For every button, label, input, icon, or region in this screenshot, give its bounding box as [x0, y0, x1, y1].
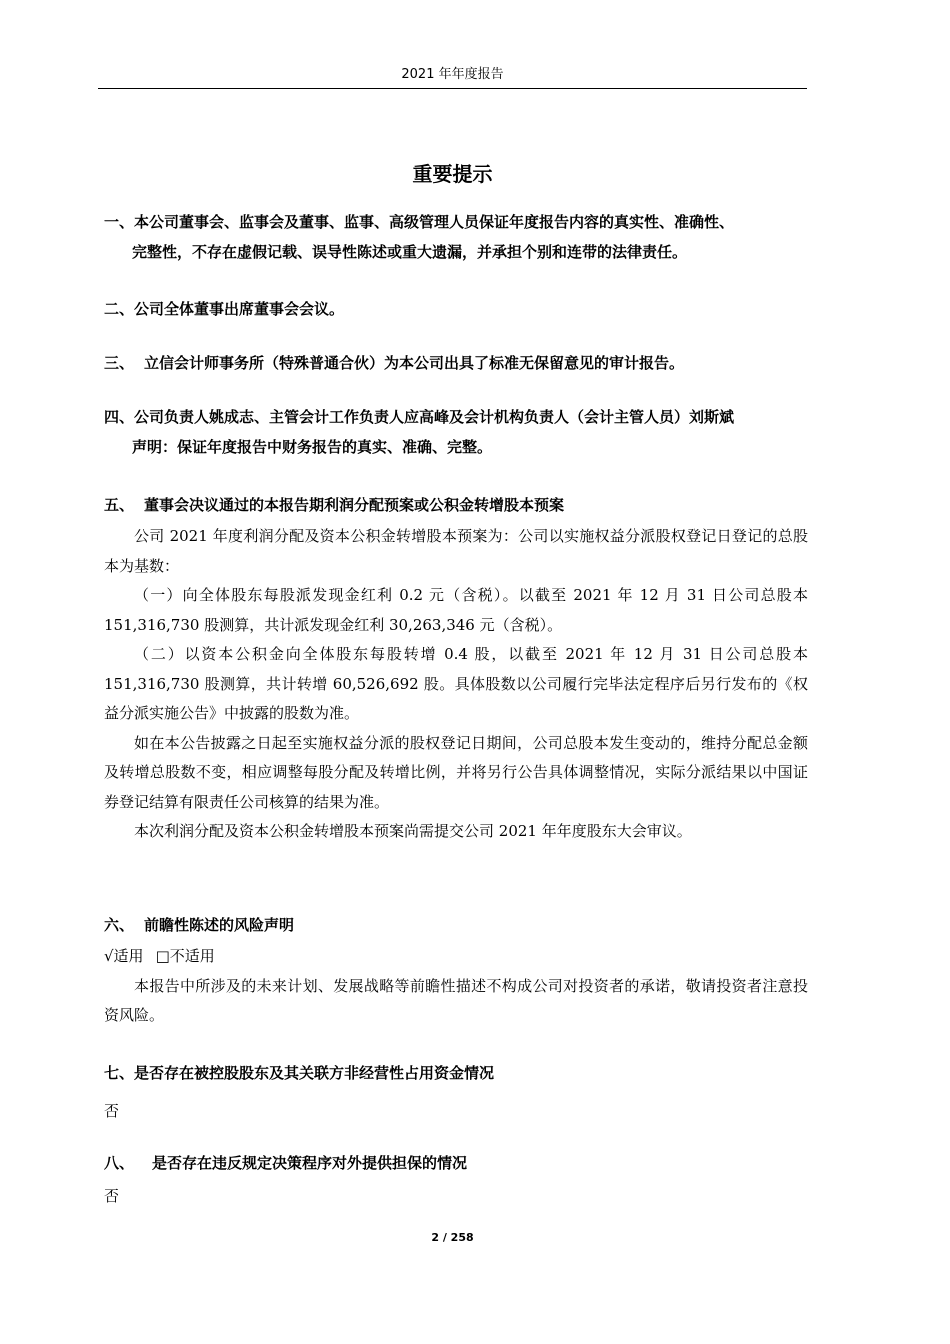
section-1-heading	[104, 207, 808, 267]
page-number: 2 / 258	[431, 1231, 474, 1244]
section-5-paragraph-5: 本次利润分配及资本公积金转增股本预案尚需提交公司 2021 年年度股东大会审议。	[134, 822, 692, 840]
section-5-number: 五、	[104, 496, 135, 514]
section-3-number: 三、	[104, 354, 135, 372]
section-1-number: 一、	[104, 213, 135, 231]
option-not-applicable-unchecked: □不适用	[155, 947, 215, 965]
section-6-number: 六、	[104, 916, 135, 934]
section-8-answer: 否	[104, 1187, 120, 1205]
section-5-body	[104, 522, 808, 847]
section-6-paragraph: 本报告中所涉及的未来计划、发展战略等前瞻性描述不构成公司对投资者的承诺，敬请投资者注意投资风险。	[104, 976, 808, 1024]
section-7-answer: 否	[104, 1102, 120, 1120]
section-7-heading-text: 是否存在被控股股东及其关联方非经营性占用资金情况	[134, 1064, 495, 1082]
header-divider	[98, 88, 807, 89]
document-title: 重要提示	[412, 162, 493, 186]
section-7-number: 七、	[104, 1064, 135, 1082]
section-3-heading-text: 立信会计师事务所（特殊普通合伙）为本公司出具了标准无保留意见的审计报告。	[144, 354, 685, 372]
section-7-heading	[104, 1058, 808, 1088]
section-2-number: 二、	[104, 300, 135, 318]
section-2-heading	[104, 294, 808, 324]
option-applicable-checked: √适用	[104, 947, 144, 965]
section-2-heading-text: 公司全体董事出席董事会会议。	[134, 300, 345, 318]
page-header-title: 2021 年年度报告	[401, 67, 504, 82]
section-6-heading-text: 前瞻性陈述的风险声明	[144, 916, 295, 934]
section-5-paragraph-4: 如在本公告披露之日起至实施权益分派的股权登记日期间，公司总股本发生变动的，维持分配总金额及转增总股数不变，相应调整每股分配及转增比例，并将另行公告具体调整情况，实际分派结果以中国证券登记结算有限责任公司核算的结果为准。	[104, 733, 808, 811]
applicability-options	[104, 942, 808, 972]
section-8-heading	[104, 1148, 808, 1178]
section-8-number: 八、	[104, 1154, 135, 1172]
section-6-heading	[104, 910, 808, 940]
section-5-heading-text: 董事会决议通过的本报告期利润分配预案或公积金转增股本预案	[144, 496, 565, 514]
section-5-heading	[104, 490, 808, 520]
section-1-heading-line2: 完整性，不存在虚假记载、误导性陈述或重大遗漏，并承担个别和连带的法律责任。	[132, 243, 688, 261]
section-4-heading-line2: 声明：保证年度报告中财务报告的真实、准确、完整。	[132, 438, 493, 456]
section-4-heading-line1: 公司负责人姚成志、主管会计工作负责人应高峰及会计机构负责人（会计主管人员）刘斯斌	[134, 408, 735, 426]
section-5-paragraph-3: （二）以资本公积金向全体股东每股转增 0.4 股，以截至 2021 年 12 月 31 日公司总股本 151,316,730 股测算，共计转增 60,526,692 股。具体股数以公司履行完毕法定程序后另行发布的《权益分派实施公告》中披露的股数为准。	[104, 645, 808, 722]
section-4-number: 四、	[104, 408, 135, 426]
section-1-heading-line1: 本公司董事会、监事会及董事、监事、高级管理人员保证年度报告内容的真实性、准确性、	[134, 213, 735, 231]
section-3-heading	[104, 348, 808, 378]
section-5-paragraph-1: 公司 2021 年度利润分配及资本公积金转增股本预案为：公司以实施权益分派股权登记日登记的总股本为基数：	[104, 527, 808, 575]
section-5-paragraph-2: （一）向全体股东每股派发现金红利 0.2 元（含税）。以截至 2021 年 12 月 31 日公司总股本 151,316,730 股测算，共计派发现金红利 30,263,346 元（含税）。	[104, 586, 808, 634]
section-8-heading-text: 是否存在违反规定决策程序对外提供担保的情况	[152, 1154, 468, 1172]
section-6-body	[104, 942, 808, 1031]
section-4-heading	[104, 402, 808, 462]
